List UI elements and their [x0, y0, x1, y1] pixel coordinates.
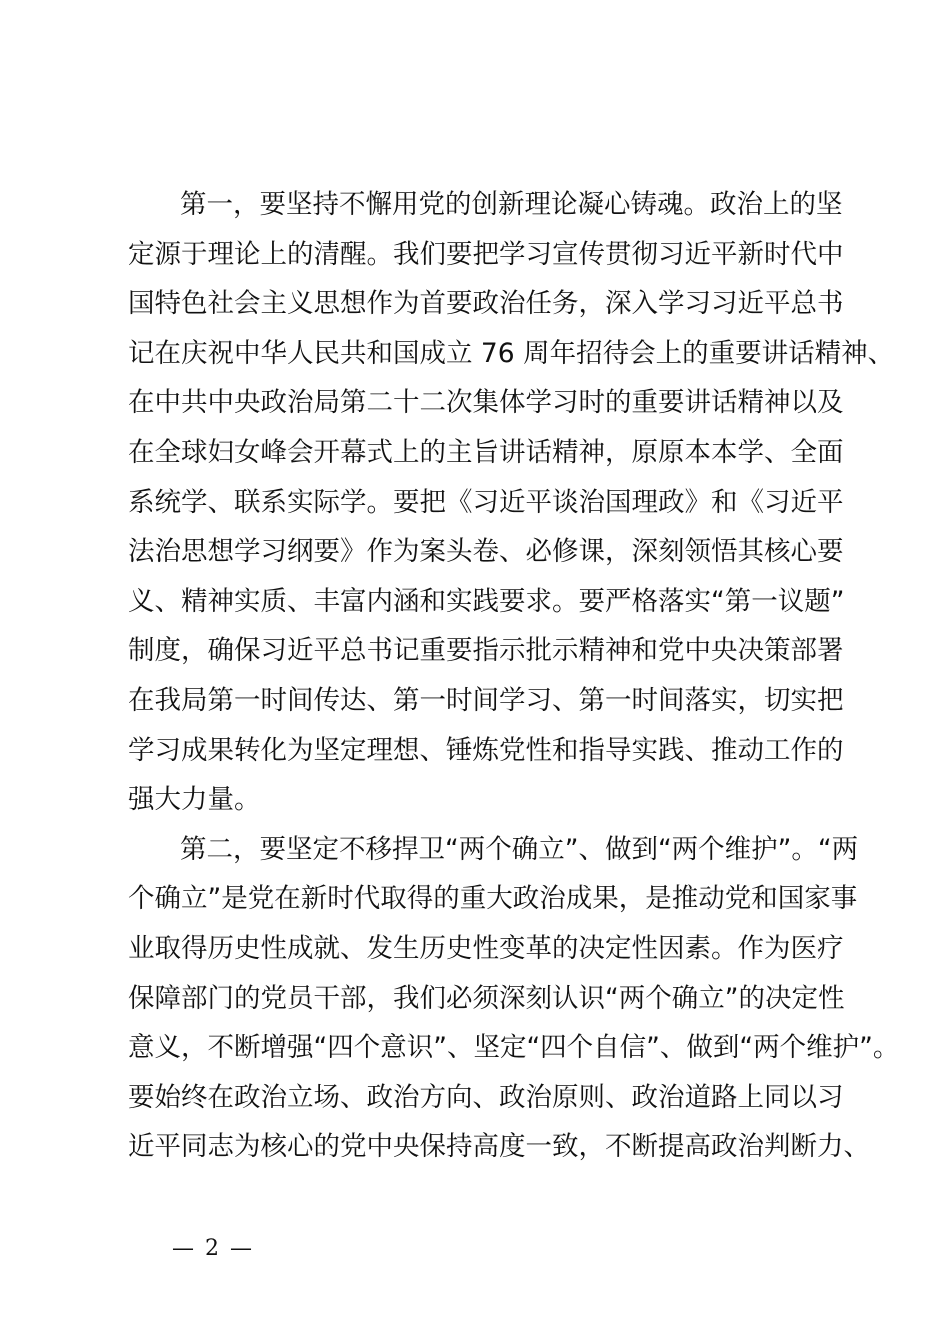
text-line: 记在庆祝中华人民共和国成立 76 周年招待会上的重要讲话精神、	[128, 337, 895, 369]
text-line: 国特色社会主义思想作为首要政治任务，深入学习习近平总书	[128, 288, 844, 320]
paragraph-2	[128, 825, 900, 1172]
text-line: 系统学、联系实际学。要把《习近平谈治国理政》和《习近平	[128, 486, 844, 518]
text-line: 保障部门的党员干部，我们必须深刻认识“两个确立”的决定性	[128, 982, 845, 1014]
text-line: 制度，确保习近平总书记重要指示批示精神和党中央决策部署	[128, 635, 844, 667]
text-line: 个确立”是党在新时代取得的重大政治成果，是推动党和国家事	[128, 883, 858, 915]
text-line: 在我局第一时间传达、第一时间学习、第一时间落实，切实把	[128, 684, 844, 716]
text-line: 要始终在政治立场、政治方向、政治原则、政治道路上同以习	[128, 1081, 844, 1113]
text-line: 业取得历史性成就、发生历史性变革的决定性因素。作为医疗	[128, 932, 844, 964]
paragraph-1	[128, 180, 895, 825]
text-line: 学习成果转化为坚定理想、锤炼党性和指导实践、推动工作的	[128, 734, 844, 766]
text-line: 强大力量。	[128, 784, 261, 816]
text-line: 近平同志为核心的党中央保持高度一致，不断提高政治判断力、	[128, 1131, 870, 1163]
text-line: 义、精神实质、丰富内涵和实践要求。要严格落实“第一议题”	[128, 585, 845, 617]
document-body	[128, 180, 900, 1172]
text-line: 第二，要坚定不移捍卫“两个确立”、做到“两个维护”。“两	[180, 833, 859, 865]
text-line: 法治思想学习纲要》作为案头卷、必修课，深刻领悟其核心要	[128, 536, 844, 568]
page-number: — 2 —	[172, 1236, 254, 1261]
text-line: 第一，要坚持不懈用党的创新理论凝心铸魂。政治上的坚	[180, 189, 843, 220]
text-line: 在全球妇女峰会开幕式上的主旨讲话精神，原原本本学、全面	[128, 436, 844, 468]
text-line: 定源于理论上的清醒。我们要把学习宣传贯彻习近平新时代中	[128, 238, 844, 270]
text-line: 在中共中央政治局第二十二次集体学习时的重要讲话精神以及	[128, 387, 844, 419]
text-line: 意义，不断增强“四个意识”、坚定“四个自信”、做到“两个维护”。	[128, 1032, 900, 1064]
